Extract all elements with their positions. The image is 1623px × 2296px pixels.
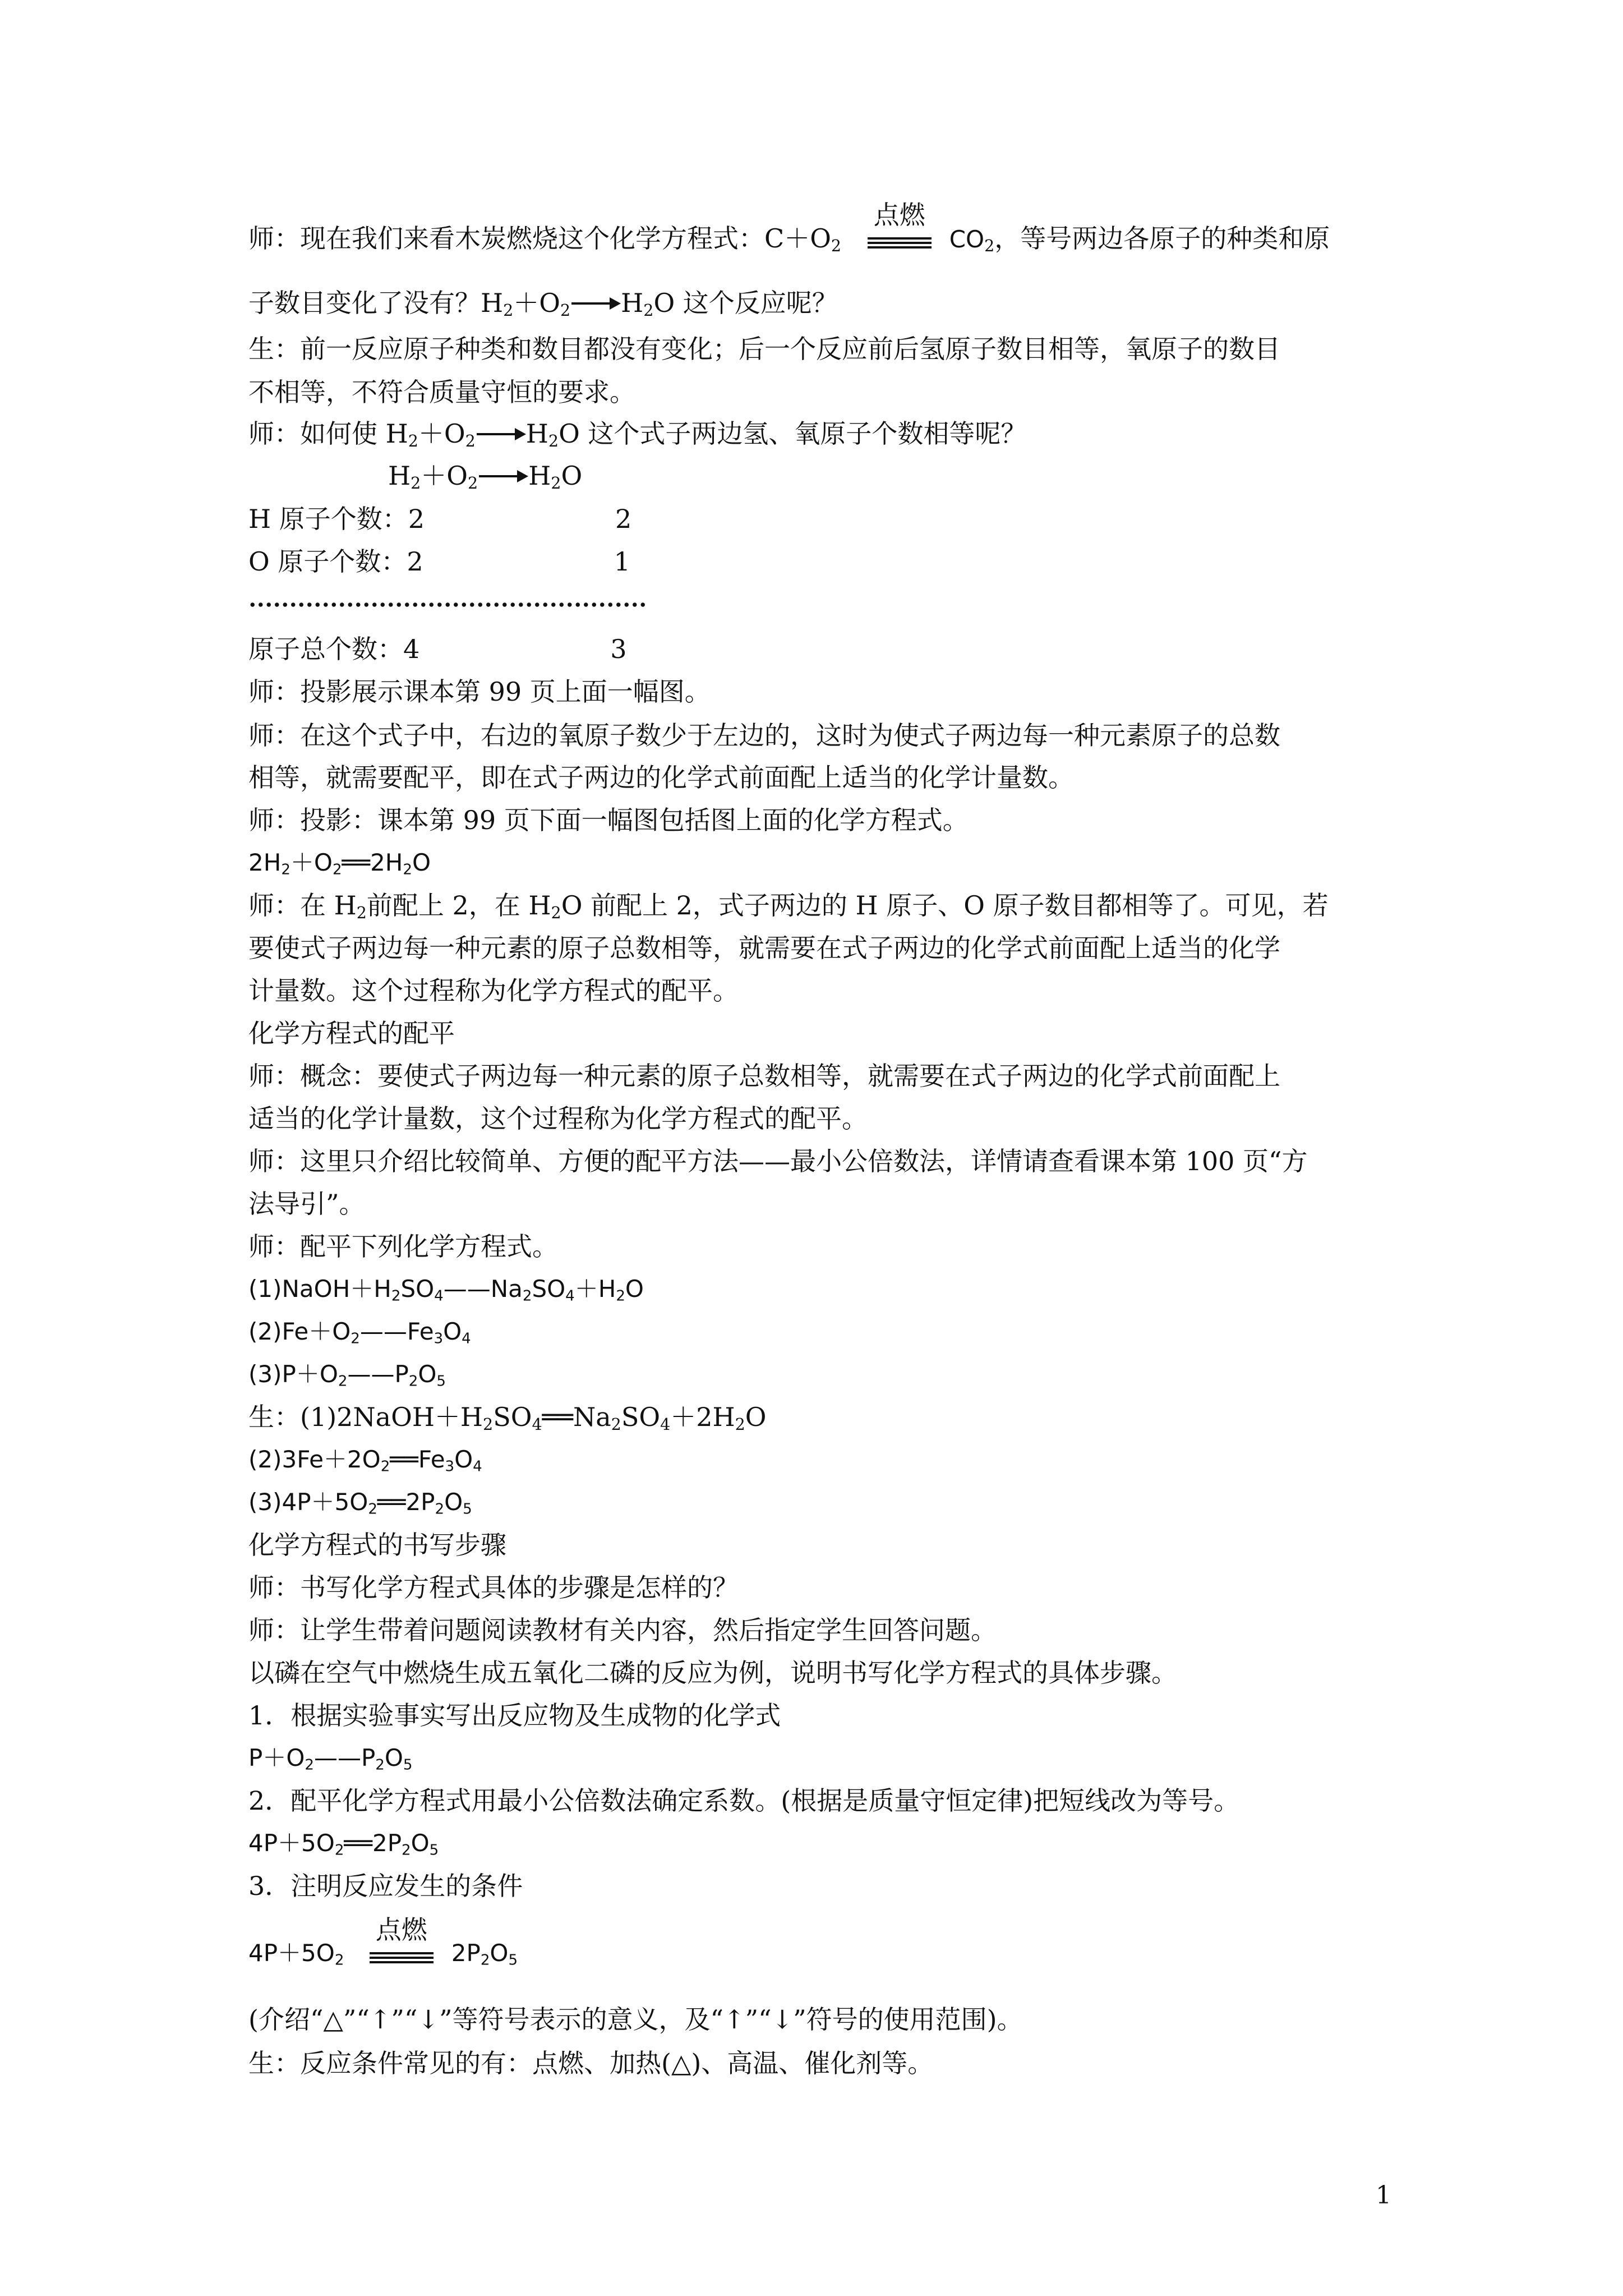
text-segment: O 前配上 2，式子两边的 H 原子、O 原子数目都相等了。可见，若 [561, 890, 1329, 921]
subscript: 2 [281, 861, 291, 878]
text-segment: 师：现在我们来看木炭燃烧这个化学方程式：C＋O [248, 223, 831, 254]
formula-segment: 2H [248, 849, 282, 876]
text-line [248, 286, 838, 320]
text-line: 师：概念：要使式子两边每一种元素的原子总数相等，就需要在式子两边的化学式前面配上 [248, 1061, 1280, 1091]
text-segment: ＋O [513, 288, 560, 318]
formula-segment: ＋O [290, 849, 333, 876]
subscript: 5 [403, 1756, 413, 1774]
subscript: 2 [483, 1415, 494, 1434]
formula-segment: O [411, 1829, 430, 1857]
formula-segment: SO [532, 1275, 566, 1303]
reaction-arrow-icon [478, 459, 528, 493]
text-line: 师：配平下列化学方程式。 [248, 1231, 558, 1262]
subscript: 2 [548, 432, 559, 451]
text-segment: H [621, 288, 644, 318]
text-segment: SO [493, 1402, 532, 1432]
formula-segment: O [454, 1446, 473, 1473]
subscript: 2 [984, 237, 995, 256]
subscript: 2 [616, 1287, 625, 1305]
formula-segment: O [412, 849, 431, 876]
text-segment: 原子总个数：4 [248, 634, 420, 664]
subscript: 2 [332, 861, 342, 878]
subscript: 2 [334, 1952, 344, 1969]
text-line [248, 632, 627, 666]
subscript: 2 [465, 432, 476, 451]
text-line: 以磷在空气中燃烧生成五氧化二磷的反应为例，说明书写化学方程式的具体步骤。 [248, 1658, 1177, 1688]
subscript: 2 [402, 1842, 411, 1859]
subscript: 2 [551, 474, 561, 493]
formula-segment: (1)NaOH＋H [248, 1275, 391, 1303]
text-line: 3．注明反应发生的条件 [248, 1871, 523, 1901]
condition-label: 点燃 [873, 200, 925, 230]
equation-line [248, 1400, 766, 1434]
text-segment: ＋O [421, 461, 468, 491]
section-heading: 化学方程式的配平 [248, 1018, 455, 1048]
text-segment: 生：(1)2NaOH＋H [248, 1402, 483, 1432]
subscript: 2 [305, 1756, 314, 1774]
text-line [248, 846, 431, 880]
subscript: 2 [334, 1842, 344, 1859]
subscript: 2 [408, 432, 418, 451]
formula-segment: ——Na [443, 1275, 523, 1303]
subscript: 2 [735, 1415, 745, 1434]
formula-segment: O [490, 1939, 509, 1967]
text-segment: 2 [615, 504, 632, 534]
text-line [248, 889, 1329, 922]
text-line [248, 200, 1330, 256]
text-line: 2．配平化学方程式用最小公倍数法确定系数。(根据是质量守恒定律)把短线改为等号。 [248, 1786, 1240, 1816]
equation-line [248, 1485, 472, 1519]
subscript: 2 [356, 904, 367, 923]
condition-label: 点燃 [375, 1915, 427, 1945]
subscript: 2 [380, 1458, 390, 1475]
text-segment: O 原子个数：2 [248, 546, 423, 577]
subscript: 3 [434, 1330, 444, 1347]
subscript: 2 [351, 1330, 360, 1347]
subscript: 4 [473, 1458, 482, 1475]
subscript: 2 [435, 1501, 445, 1518]
text-line: 师：投影展示课本第 99 页上面一幅图。 [248, 677, 711, 707]
equation-line [248, 1272, 644, 1306]
subscript: 4 [434, 1287, 444, 1305]
formula-segment: ══2H [342, 849, 403, 876]
formula-segment: 4P＋5O [248, 1939, 335, 1967]
text-segment: H 原子个数：2 [248, 504, 425, 534]
formula-segment: O [418, 1360, 437, 1388]
formula-segment: CO [949, 226, 985, 253]
text-line [388, 459, 582, 493]
subscript: 4 [462, 1330, 471, 1347]
equation-line [248, 1315, 471, 1349]
subscript: 5 [463, 1501, 472, 1518]
text-segment: H [528, 461, 551, 491]
subscript: 2 [643, 301, 654, 320]
subscript: 4 [660, 1415, 671, 1434]
text-segment: 前配上 2，在 H [366, 890, 551, 921]
subscript: 2 [611, 1415, 621, 1434]
text-segment: ＋O [418, 418, 465, 449]
subscript: 5 [508, 1952, 518, 1969]
subscript: 4 [532, 1415, 542, 1434]
text-segment: 子数目变化了没有？H [248, 288, 504, 318]
text-line: 适当的化学计量数，这个过程称为化学方程式的配平。 [248, 1103, 868, 1134]
subscript: 2 [375, 1756, 385, 1774]
subscript: 2 [403, 861, 412, 878]
formula-segment: 2P [451, 1939, 481, 1967]
formula-segment: ══2P [344, 1829, 402, 1857]
formula-segment: (2)Fe＋O [248, 1318, 351, 1345]
section-heading: 化学方程式的书写步骤 [248, 1530, 506, 1560]
text-line: 法导引”。 [248, 1189, 365, 1219]
subscript: 5 [429, 1842, 439, 1859]
subscript: 2 [522, 1287, 532, 1305]
subscript: 2 [338, 1373, 348, 1390]
formula-segment: ——P [313, 1744, 376, 1772]
text-line: 师：让学生带着问题阅读教材有关内容，然后指定学生回答问题。 [248, 1615, 997, 1645]
reaction-arrow-icon [570, 286, 621, 320]
subscript: 2 [408, 1373, 418, 1390]
text-line: 师：书写化学方程式具体的步骤是怎样的？ [248, 1572, 739, 1603]
formula-segment: (3)4P＋5O [248, 1488, 368, 1516]
text-segment: O [561, 461, 583, 491]
text-line: 生：前一反应原子种类和数目都没有变化；后一个反应前后氢原子数目相等，氧原子的数目 [248, 334, 1280, 364]
text-segment: O [745, 1402, 767, 1432]
equation-line [248, 1915, 518, 1970]
text-segment: SO [621, 1402, 661, 1432]
subscript: 2 [368, 1501, 377, 1518]
text-line: 1．根据实验事实写出反应物及生成物的化学式 [248, 1700, 781, 1731]
subscript: 2 [560, 301, 571, 320]
formula-segment: ——Fe [359, 1318, 434, 1345]
text-segment: H [388, 461, 411, 491]
subscript: 2 [391, 1287, 401, 1305]
text-segment: ＋2H [670, 1402, 735, 1432]
subscript: 2 [831, 237, 842, 256]
text-line: 要使式子两边每一种元素的原子总数相等，就需要在式子两边的化学式前面配上适当的化学 [248, 933, 1280, 963]
subscript: 2 [411, 474, 421, 493]
text-segment: ══Na [542, 1402, 611, 1432]
condition-equals-sign [359, 1915, 444, 1970]
text-line [248, 417, 1026, 450]
equation-line [248, 1741, 412, 1775]
text-line [248, 502, 631, 536]
formula-segment: O [625, 1275, 644, 1303]
text-segment: ，等号两边各原子的种类和原 [994, 223, 1330, 254]
text-line [248, 545, 630, 578]
subscript: 2 [480, 1952, 490, 1969]
subscript: 5 [436, 1373, 446, 1390]
text-segment: 1 [614, 546, 630, 577]
text-segment: 师：如何使 H [248, 418, 408, 449]
formula-segment: O [444, 1488, 463, 1516]
dotted-separator [248, 602, 648, 608]
text-line: 师：在这个式子中，右边的氧原子数少于左边的，这时为使式子两边每一种元素原子的总数 [248, 720, 1280, 751]
condition-equals-sign [857, 200, 942, 255]
formula-segment: P＋O [248, 1744, 305, 1772]
text-segment: H [525, 418, 548, 449]
text-line: 相等，就需要配平，即在式子两边的化学式前面配上适当的化学计量数。 [248, 762, 1074, 793]
text-line: 计量数。这个过程称为化学方程式的配平。 [248, 976, 739, 1006]
formula-segment: ——P [347, 1360, 409, 1388]
formula-segment: O [384, 1744, 403, 1772]
page-number: 1 [1376, 2181, 1391, 2210]
subscript: 2 [551, 904, 561, 923]
subscript: 2 [503, 301, 514, 320]
formula-segment: ＋H [574, 1275, 616, 1303]
equation-line [248, 1443, 482, 1476]
text-line: (介绍“△”“↑”“↓”等符号表示的意义，及“↑”“↓”符号的使用范围)。 [248, 2004, 1023, 2035]
reaction-arrow-icon [476, 417, 526, 450]
text-segment: O 这个反应呢？ [653, 288, 838, 318]
text-line: 师：投影：课本第 99 页下面一幅图包括图上面的化学方程式。 [248, 805, 969, 835]
formula-segment: ══2P [377, 1488, 435, 1516]
subscript: 2 [468, 474, 478, 493]
text-line: 师：这里只介绍比较简单、方便的配平方法——最小公倍数法，详情请查看课本第 100 页“方 [248, 1146, 1308, 1176]
text-line: 生：反应条件常见的有：点燃、加热(△)、高温、催化剂等。 [248, 2048, 934, 2078]
formula-segment: O [443, 1318, 462, 1345]
formula-segment: (3)P＋O [248, 1360, 338, 1388]
formula-segment: ══Fe [390, 1446, 445, 1473]
formula-segment: SO [400, 1275, 435, 1303]
text-segment: 3 [610, 634, 627, 664]
formula-segment: (2)3Fe＋2O [248, 1446, 381, 1473]
text-segment: O 这个式子两边氢、氧原子个数相等呢？ [559, 418, 1027, 449]
equation-line [248, 1358, 446, 1391]
equation-line [248, 1826, 439, 1860]
formula-segment: 4P＋5O [248, 1829, 335, 1857]
subscript: 4 [565, 1287, 575, 1305]
subscript: 3 [445, 1458, 455, 1475]
text-line: 不相等，不符合质量守恒的要求。 [248, 377, 635, 407]
text-segment: 师：在 H [248, 890, 357, 921]
